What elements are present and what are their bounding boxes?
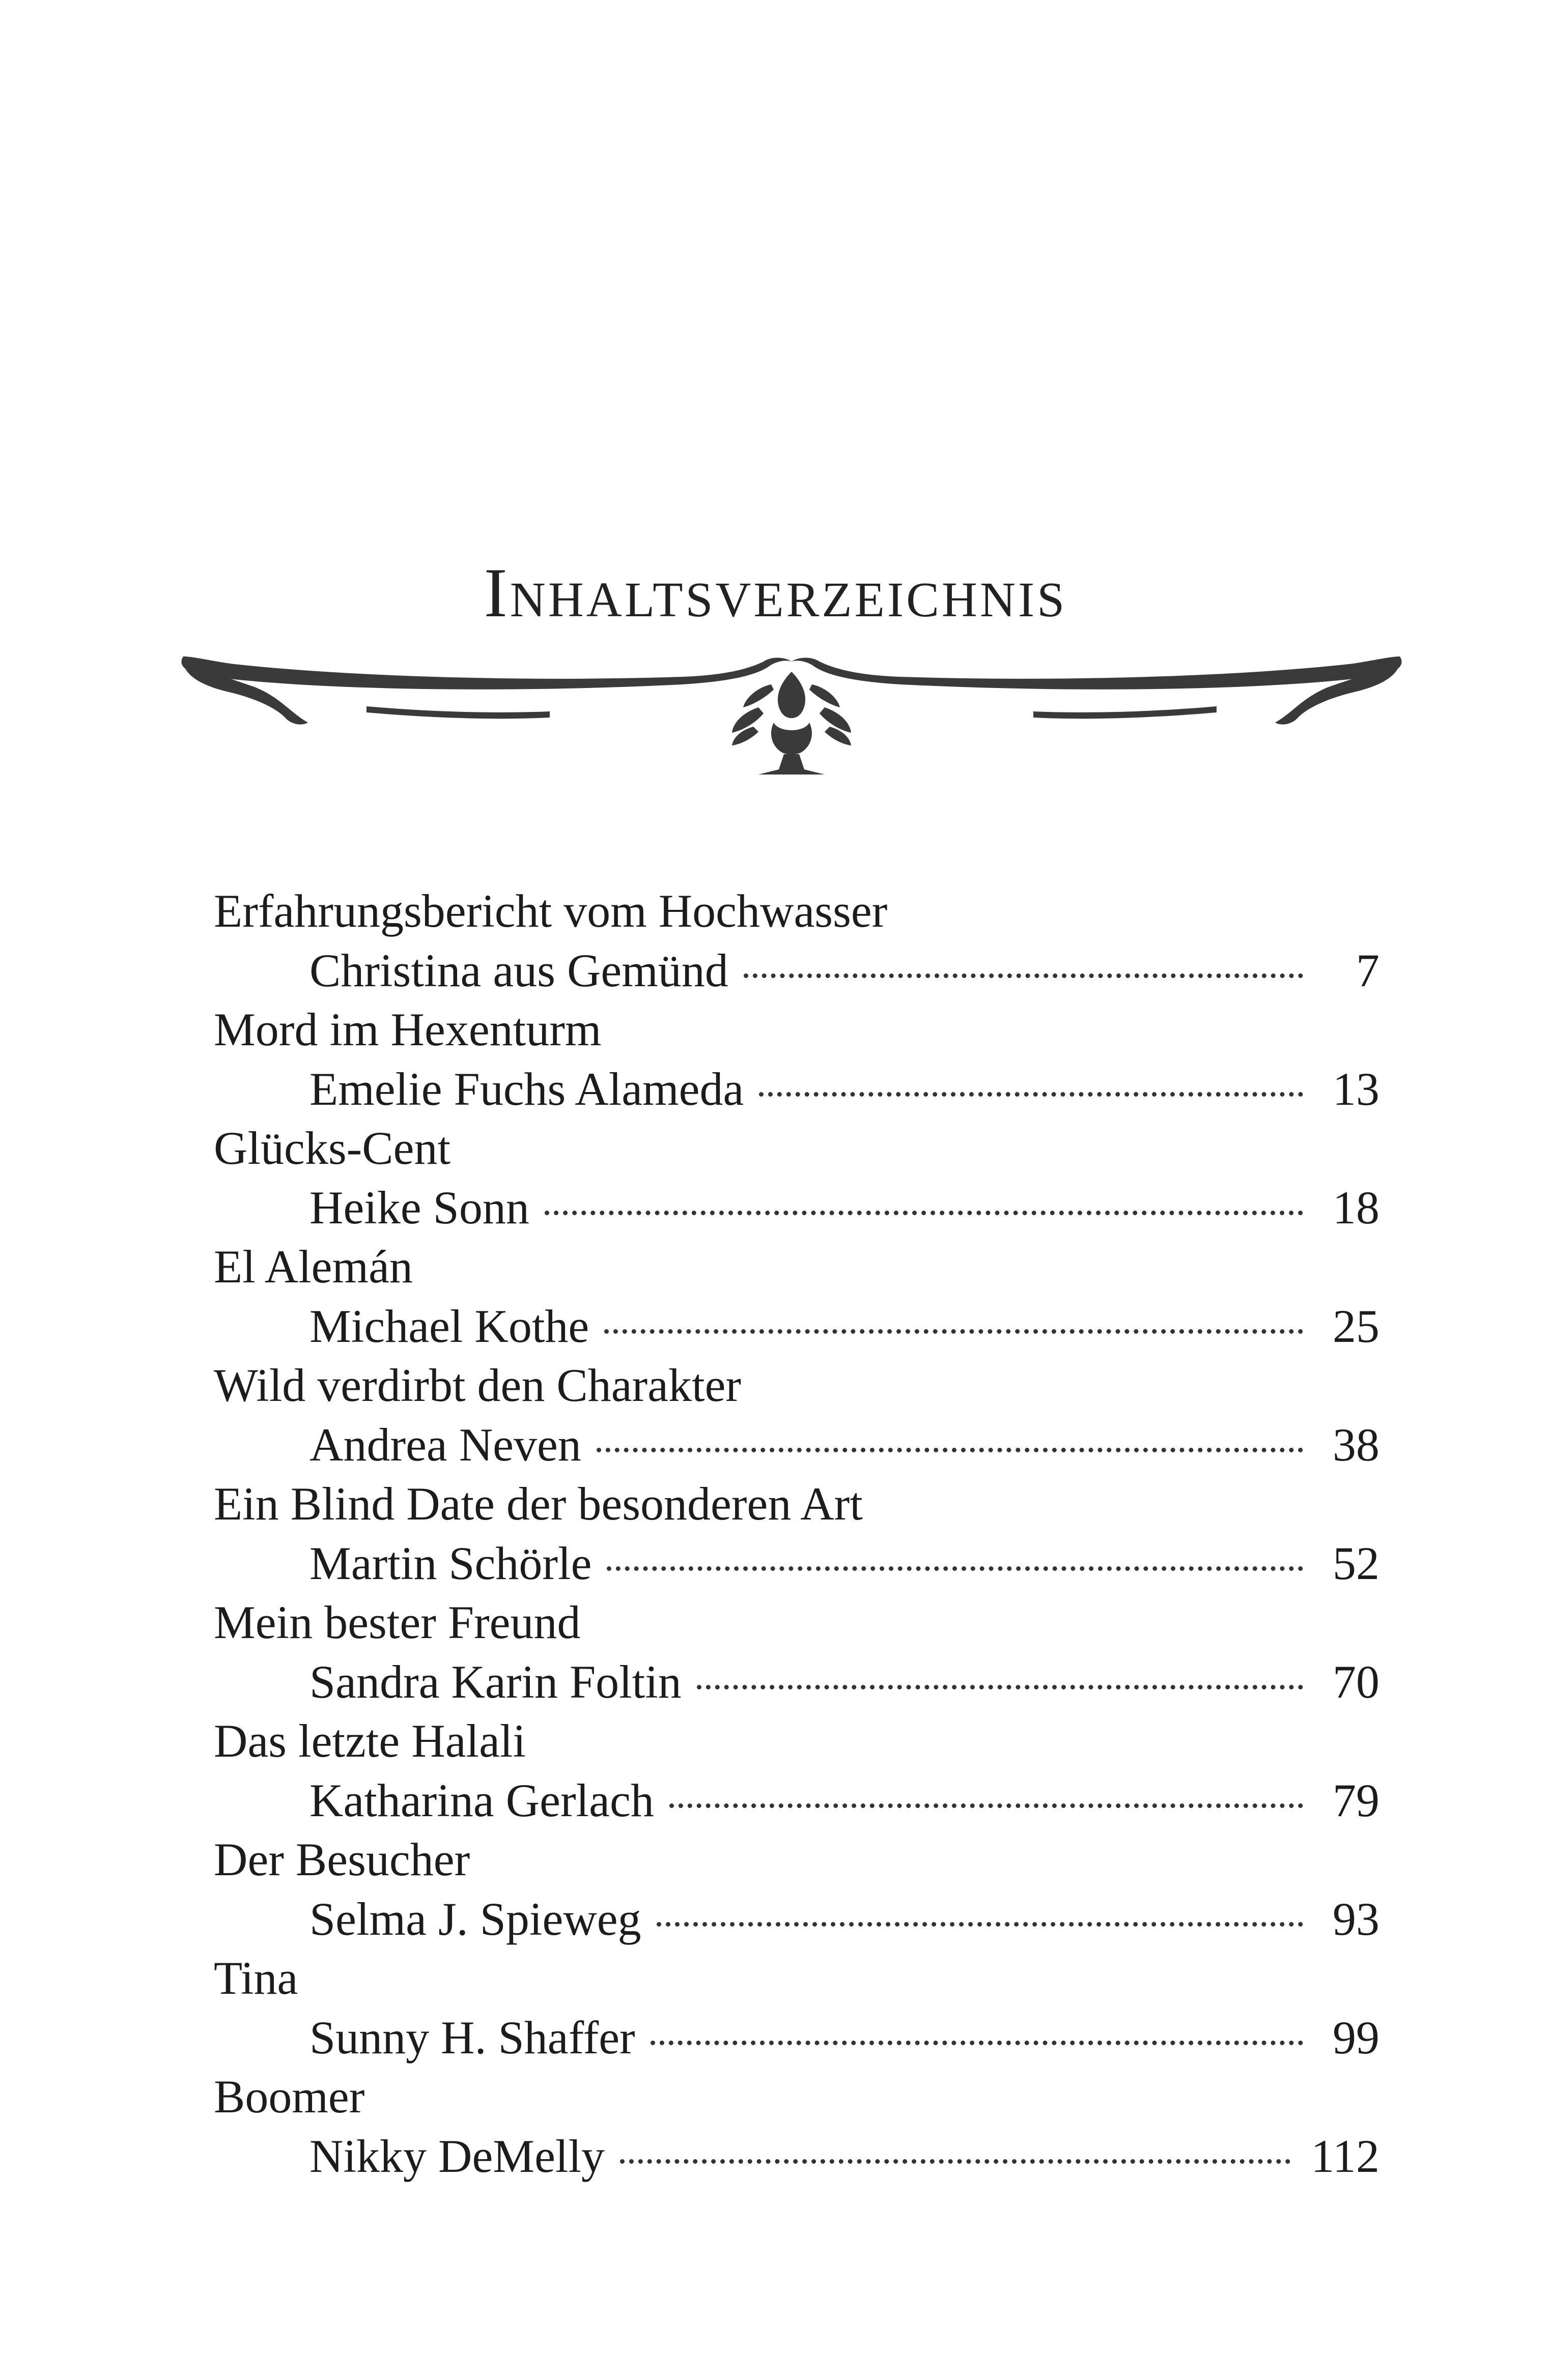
toc-entry-author-line [309, 2123, 1379, 2189]
toc-entry-page-number: 18 [1333, 1182, 1379, 1234]
toc-entry-author-line [309, 1174, 1379, 1241]
toc-entry-author: Michael Kothe [309, 1300, 589, 1352]
toc-entry-page-number: 13 [1333, 1063, 1379, 1115]
toc-entry-author-line [309, 1767, 1379, 1833]
toc-entry-author: Katharina Gerlach [309, 1774, 654, 1826]
dot-leader [744, 973, 1303, 978]
toc-entry-title: Boomer [214, 2071, 365, 2123]
toc-entry-title: El Alemán [214, 1241, 413, 1293]
toc-entry-author: Christina aus Gemünd [309, 944, 728, 996]
dot-leader [604, 1329, 1303, 1334]
page-title: Inhaltsverzeichnis [484, 554, 1067, 632]
toc-entry-author-line [309, 1530, 1379, 1596]
toc-entry-title: Das letzte Halali [214, 1715, 526, 1767]
toc-entry-author: Nikky DeMelly [309, 2130, 605, 2182]
toc-entry-page-number: 79 [1333, 1774, 1379, 1826]
dot-leader [759, 1092, 1303, 1097]
dot-leader [607, 1566, 1303, 1571]
toc-entry-author: Emelie Fuchs Alameda [309, 1063, 744, 1115]
toc-entry-author: Martin Schörle [309, 1537, 592, 1589]
toc-entry-page-number: 38 [1333, 1419, 1379, 1471]
toc-entry-author-line [309, 1412, 1379, 1478]
dot-leader [620, 2159, 1290, 2164]
toc-entry-author: Andrea Neven [309, 1419, 581, 1471]
dot-leader [651, 2041, 1303, 2045]
toc-entry-author-line [309, 937, 1379, 1003]
toc-entry-page-number: 99 [1333, 2012, 1379, 2063]
toc-entry-page-number: 112 [1311, 2130, 1379, 2182]
dot-leader [657, 1922, 1303, 1927]
toc-entry-author: Sunny H. Shaffer [309, 2012, 635, 2063]
toc-entry-title: Mord im Hexenturm [214, 1003, 602, 1055]
toc-entry-author-line [309, 2004, 1379, 2071]
toc-entry-author: Selma J. Spieweg [309, 1893, 641, 1945]
toc-entry-author-line [309, 1886, 1379, 1952]
toc-entry-page-number: 52 [1333, 1537, 1379, 1589]
toc-entry-page-number: 7 [1356, 944, 1379, 996]
toc-entry-author: Sandra Karin Foltin [309, 1656, 682, 1708]
toc-entry-author-line [309, 1293, 1379, 1359]
toc-entry-title: Der Besucher [214, 1833, 470, 1885]
toc-entry-title: Erfahrungsbericht vom Hochwasser [214, 885, 888, 937]
toc-entry-title: Glücks-Cent [214, 1122, 451, 1174]
toc-entry-page-number: 70 [1333, 1656, 1379, 1708]
dot-leader [597, 1448, 1303, 1452]
toc-entry-title: Wild verdirbt den Charakter [214, 1359, 742, 1411]
toc-entry-title: Ein Blind Date der besonderen Art [214, 1478, 863, 1530]
toc-entry-author: Heike Sonn [309, 1182, 529, 1234]
toc-entry-author-line [309, 1649, 1379, 1715]
toc-entry-page-number: 25 [1333, 1300, 1379, 1352]
toc-entry-title: Tina [214, 1952, 298, 2004]
toc-entry-page-number: 93 [1333, 1893, 1379, 1945]
dot-leader [669, 1803, 1303, 1808]
toc-entry-author-line [309, 1056, 1379, 1122]
dot-leader [545, 1211, 1303, 1215]
dot-leader [697, 1685, 1303, 1689]
toc-entry-title: Mein bester Freund [214, 1596, 581, 1648]
